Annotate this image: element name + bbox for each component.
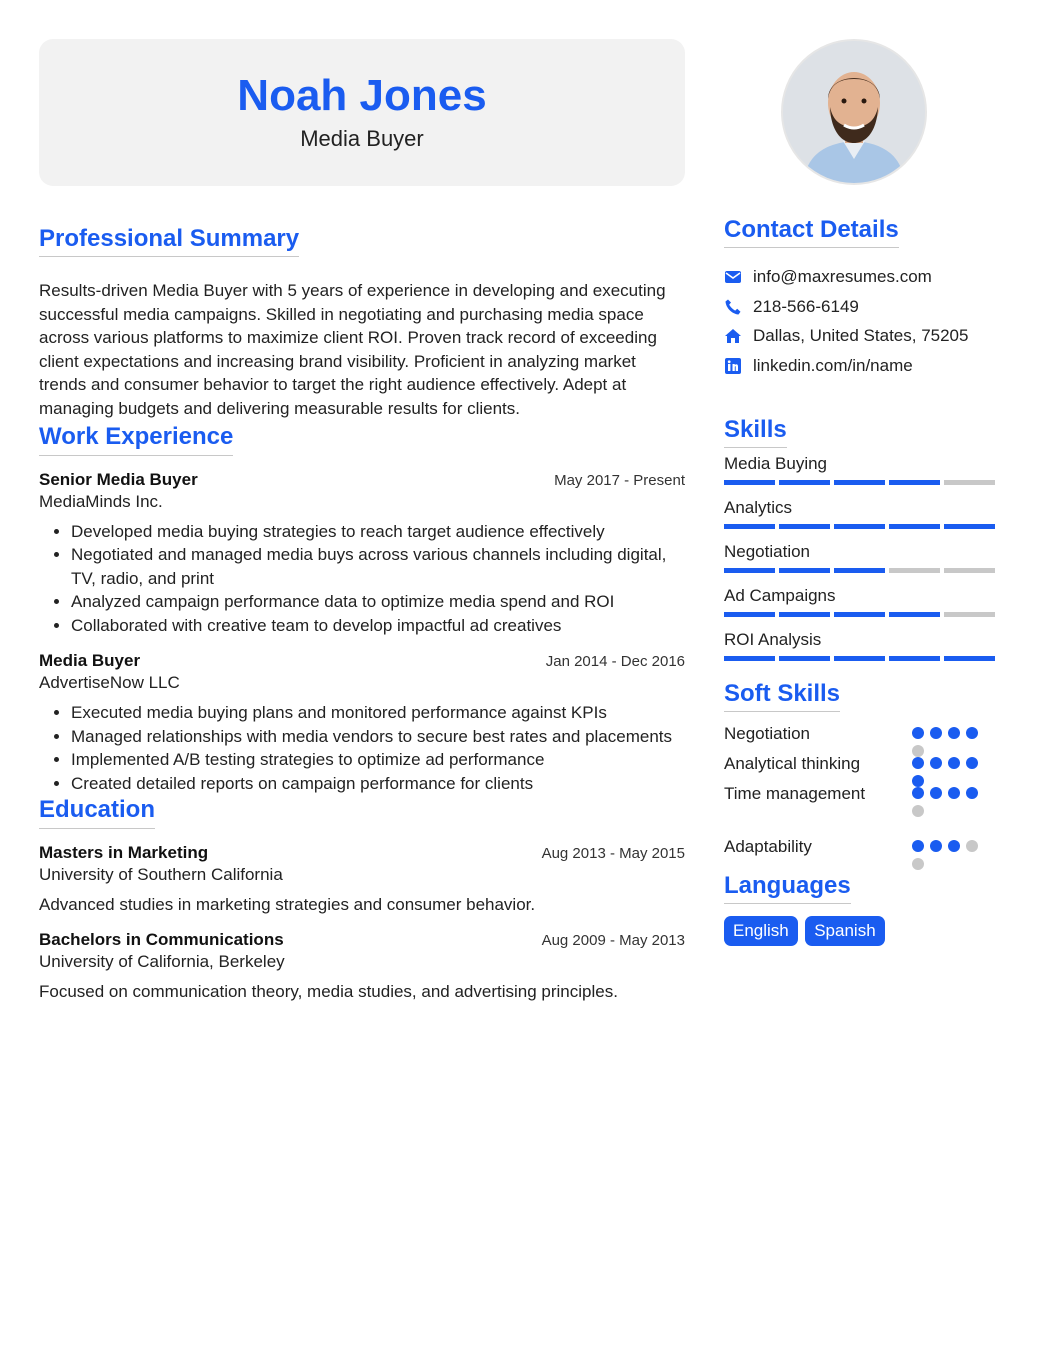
rating-dot	[966, 727, 978, 739]
degree: Bachelors in Communications	[39, 930, 284, 950]
home-icon	[724, 327, 742, 345]
skill-level-segment	[889, 480, 940, 485]
job-entry	[39, 651, 685, 795]
job-company: MediaMinds Inc.	[39, 491, 163, 511]
rating-dot	[930, 727, 942, 739]
email-text[interactable]: info@maxresumes.com	[753, 267, 932, 287]
skill-level-segment	[779, 656, 830, 661]
rating-dot	[912, 858, 924, 870]
list-item: • Developed media buying strategies to reach target audience effectively	[71, 520, 685, 544]
skill-level-segment	[889, 612, 940, 617]
degree: Masters in Marketing	[39, 842, 209, 862]
experience-section	[39, 424, 685, 795]
education-heading: Education	[39, 797, 155, 828]
skills-section	[724, 417, 1004, 674]
skill-level-segment	[944, 568, 995, 573]
rating-dot	[912, 805, 924, 817]
phone-icon	[724, 298, 742, 316]
skill-level-segment	[724, 612, 775, 617]
skill-level-segment	[834, 568, 885, 573]
skill-level-segment	[944, 612, 995, 617]
contact-heading: Contact Details	[724, 217, 899, 248]
skill-level-bar	[724, 480, 1004, 485]
soft-skill-rating	[912, 787, 992, 817]
school: University of Southern California	[39, 864, 283, 884]
skill-level-segment	[779, 524, 830, 529]
rating-dot	[948, 840, 960, 852]
skill-name: Ad Campaigns	[724, 586, 836, 606]
skill-level-segment	[834, 656, 885, 661]
skill-level-bar	[724, 524, 1004, 529]
job-dates: May 2017 - Present	[554, 471, 685, 489]
linkedin-text[interactable]: linkedin.com/in/name	[753, 355, 913, 375]
list-item: • Managed relationships with media vendors to secure best rates and placements	[71, 725, 685, 749]
rating-dot	[912, 757, 924, 769]
skills-heading: Skills	[724, 417, 787, 448]
education-dates: Aug 2013 - May 2015	[541, 844, 685, 862]
education-description: Focused on communication theory, media studies, and advertising principles.	[39, 982, 618, 1002]
education-dates: Aug 2009 - May 2013	[541, 932, 685, 950]
soft-skills-list	[724, 724, 1004, 867]
rating-dot	[966, 757, 978, 769]
skill-level-bar	[724, 656, 1004, 661]
contact-phone	[724, 292, 1004, 322]
skill-item	[724, 630, 1004, 661]
soft-skill-name: Negotiation	[724, 724, 811, 744]
rating-dot	[912, 727, 924, 739]
skill-level-segment	[779, 480, 830, 485]
rating-dot	[948, 727, 960, 739]
list-item: • Negotiated and managed media buys across various channels including digital, TV, radio, and print	[71, 543, 685, 590]
summary-section	[39, 226, 685, 420]
skill-item	[724, 498, 1004, 529]
list-item: • Implemented A/B testing strategies to optimize ad performance	[71, 748, 685, 772]
skill-level-segment	[724, 568, 775, 573]
rating-dot	[912, 840, 924, 852]
soft-skill-item	[724, 724, 1004, 754]
education-section	[39, 797, 685, 1003]
education-entry	[39, 843, 685, 917]
skill-item	[724, 542, 1004, 573]
school: University of California, Berkeley	[39, 952, 285, 972]
skill-level-bar	[724, 612, 1004, 617]
phone-text[interactable]: 218-566-6149	[753, 296, 859, 316]
rating-dot	[930, 840, 942, 852]
list-item: • Executed media buying plans and monitored performance against KPIs	[71, 701, 685, 725]
job-company: AdvertiseNow LLC	[39, 673, 180, 693]
job-role: Media Buyer	[39, 651, 141, 671]
job-dates: Jan 2014 - Dec 2016	[545, 653, 685, 671]
soft-skill-rating	[912, 840, 992, 870]
soft-skill-item	[724, 837, 1004, 867]
skill-name: Analytics	[724, 498, 793, 518]
rating-dot	[966, 787, 978, 799]
skill-name: ROI Analysis	[724, 630, 822, 650]
skill-level-segment	[834, 480, 885, 485]
contact-section	[724, 217, 1004, 380]
skill-level-segment	[834, 612, 885, 617]
skill-level-segment	[724, 656, 775, 661]
job-role: Senior Media Buyer	[39, 469, 198, 489]
languages-heading: Languages	[724, 873, 851, 904]
soft-skills-heading: Soft Skills	[724, 681, 840, 712]
contact-linkedin	[724, 351, 1004, 381]
soft-skill-name: Time management	[724, 784, 866, 804]
skill-level-segment	[834, 524, 885, 529]
candidate-title: Media Buyer	[300, 125, 424, 151]
language-tag: Spanish	[805, 916, 884, 946]
languages-section	[724, 873, 1004, 946]
skill-level-segment	[889, 656, 940, 661]
skill-level-segment	[944, 656, 995, 661]
language-tag: English	[724, 916, 798, 946]
header-box	[39, 39, 685, 186]
rating-dot	[966, 840, 978, 852]
experience-heading: Work Experience	[39, 424, 233, 455]
skill-name: Media Buying	[724, 454, 828, 474]
person-portrait-icon	[783, 41, 925, 183]
main-column	[39, 39, 685, 1004]
rating-dot	[930, 757, 942, 769]
linkedin-icon	[724, 357, 742, 375]
skill-level-segment	[889, 568, 940, 573]
education-description: Advanced studies in marketing strategies and consumer behavior.	[39, 894, 536, 914]
rating-dot	[948, 787, 960, 799]
skill-level-segment	[944, 480, 995, 485]
soft-skills-section	[724, 681, 1004, 867]
skill-item	[724, 586, 1004, 617]
soft-skill-rating	[912, 727, 992, 757]
rating-dot	[948, 757, 960, 769]
summary-text: Results-driven Media Buyer with 5 years of experience in developing and executing successful media campaigns. Skilled in negotiating and purchasing media space across various platforms to maximize client ROI. Proven track record of exceeding client expectations and increasing brand visibility. Proficient in analyzing market trends and consumer behavior to target the right audience effectively. Adept at managing budgets and delivering measurable results for clients.	[39, 281, 666, 418]
list-item: • Analyzed campaign performance data to optimize media spend and ROI	[71, 590, 685, 614]
skill-level-segment	[779, 612, 830, 617]
summary-heading: Professional Summary	[39, 226, 299, 257]
skill-level-segment	[889, 524, 940, 529]
job-bullets	[39, 701, 685, 795]
skill-name: Negotiation	[724, 542, 811, 562]
education-entry	[39, 930, 685, 1004]
soft-skill-item	[724, 784, 1004, 837]
soft-skill-name: Analytical thinking	[724, 754, 861, 774]
contact-location	[724, 321, 1004, 351]
rating-dot	[912, 787, 924, 799]
profile-photo	[781, 39, 927, 185]
contact-email	[724, 262, 1004, 292]
skills-list	[724, 454, 1004, 661]
skill-level-bar	[724, 568, 1004, 573]
skill-level-segment	[724, 524, 775, 529]
skill-level-segment	[779, 568, 830, 573]
job-bullets	[39, 520, 685, 638]
location-text: Dallas, United States, 75205	[753, 326, 969, 346]
list-item: • Created detailed reports on campaign performance for clients	[71, 772, 685, 796]
soft-skill-rating	[912, 757, 992, 787]
skill-level-segment	[944, 524, 995, 529]
list-item: • Collaborated with creative team to develop impactful ad creatives	[71, 614, 685, 638]
job-entry	[39, 470, 685, 638]
rating-dot	[930, 787, 942, 799]
soft-skill-item	[724, 754, 1004, 784]
skill-item	[724, 454, 1004, 485]
skill-level-segment	[724, 480, 775, 485]
envelope-icon	[724, 268, 742, 286]
soft-skill-name: Adaptability	[724, 837, 812, 857]
candidate-name: Noah Jones	[237, 71, 487, 121]
